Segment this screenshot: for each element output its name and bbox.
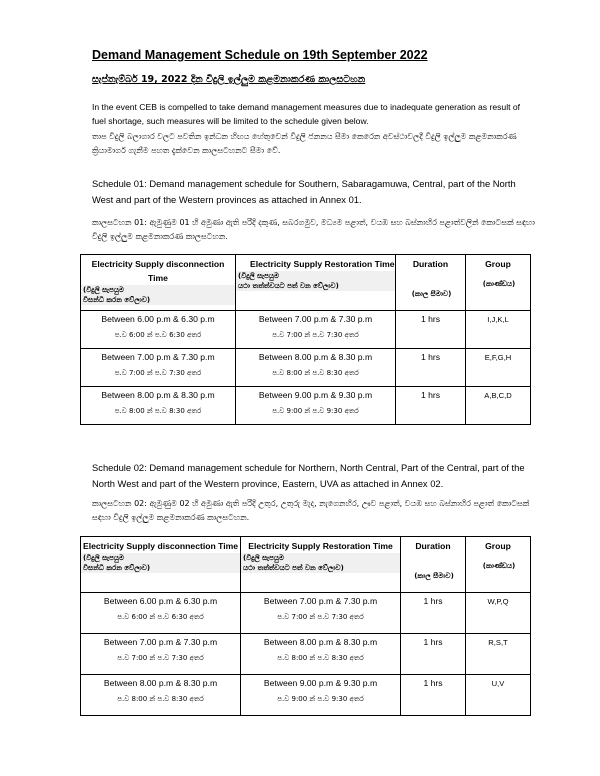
schedule2-heading-sinhala: කාලසටහන 02: ඇමුණුම 02 හි අමුණා ඇති පරිදි උතුර, උතුරු මැද, නැගෙනහිර, ඌව පළාත්, වයඹ සහ බස්නාහිර පළාත් කොටසක් සඳහා විදුලි ඉල්ලුම කළමනාකරණ කාලසටහන. [92,499,530,522]
header-duration [401,537,466,593]
disconnection-time: Between 8.00 p.m & 8.30 p.m [103,678,218,688]
table-row [81,349,531,387]
header-restoration-si-2: යථා තත්ත්වයට පත් වන වේලාව) [236,281,395,291]
schedule1-heading: Schedule 01: Demand management schedule for Southern, Sabaragamuwa, Central, part of the North West and part of the Western provinces as attached in Annex 01. [92,178,516,205]
restoration-time: Between 9.00 p.m & 9.30 p.m [258,390,373,400]
disconnection-time: Between 6.00 p.m & 6.30 p.m [101,314,215,324]
group-cell [466,634,531,675]
header-restoration-si-1: (විදුලි සැපයුම [236,271,395,281]
header-restoration-si-1: (විදුලි සැපයුම [241,553,400,563]
table-row [81,634,531,675]
header-disconnection-label: Electricity Supply disconnection Time [82,541,239,551]
table-header-row [81,537,531,593]
header-group-label: Group [485,259,511,269]
disconnection-cell [81,593,241,634]
header-restoration [236,255,396,311]
header-restoration [241,537,401,593]
restoration-time-si: ප.ව 8:00 න් ප.ව 8:30 අතර [272,369,359,377]
page-title: Demand Management Schedule on 19th September 2022 [92,48,428,62]
restoration-cell [241,675,401,716]
group-value: U,V [491,679,505,688]
header-group [466,537,531,593]
duration-value: 1 hrs [423,596,443,606]
restoration-time: Between 8.00 p.m & 8.30 p.m [263,637,378,647]
schedule1-table [80,254,531,425]
duration-cell [401,675,466,716]
disconnection-time: Between 7.00 p.m & 7.30 p.m [103,637,218,647]
duration-value: 1 hrs [423,678,443,688]
restoration-cell [241,593,401,634]
disconnection-time: Between 8.00 p.m & 8.30 p.m [101,390,215,400]
intro-sinhala: තාප විදුලි බලාගාර වලට පවතින ඉන්ධන හිඟය හේතුවෙන් විදුලි ජනනය සීමා කෙරෙන අවස්ථාවලදී විදුලි ඉල්ලුම කළමනාකරණ ක්‍රියාමාර්ග ගැනීම පහත දැක්වෙන කාලසටහනට සීමා වේ. [92,132,517,155]
header-restoration-label: Electricity Supply Restoration Time [250,259,395,269]
table-row [81,311,531,349]
disconnection-time-si: ප.ව 6:00 න් ප.ව 6:30 අතර [114,331,202,339]
disconnection-time-si: ප.ව 7:00 න් ප.ව 7:30 අතර [117,654,204,662]
restoration-time-si: ප.ව 9:00 න් ප.ව 9:30 අතර [277,695,364,703]
header-restoration-si-2: යථා තත්ත්වයට පත් වන වේලාව) [241,563,400,573]
header-duration-label: Duration [412,259,449,269]
restoration-time-si: ප.ව 9:00 න් ප.ව 9:30 අතර [272,407,359,415]
duration-cell [396,311,466,349]
header-group [466,255,531,311]
restoration-time-si: ප.ව 7:00 න් ප.ව 7:30 අතර [277,613,364,621]
page-subtitle-sinhala: සැප්තැම්බර් 19, 2022 දින විදුලි ඉල්ලුම කළමනාකරණ කාලසටහන [92,74,366,85]
header-duration-si: (කාල සීමාව) [411,290,452,298]
header-restoration-label: Electricity Supply Restoration Time [248,541,393,551]
table-row [81,387,531,425]
disconnection-time-si: ප.ව 6:00 න් ප.ව 6:30 අතර [117,613,204,621]
disconnection-time-si: ප.ව 7:00 න් ප.ව 7:30 අතර [114,369,202,377]
group-cell [466,593,531,634]
schedule2-heading: Schedule 02: Demand management schedule for Northern, North Central, Part of the Central, part of the North West and part of the Western province, Eastern, UVA as attached in Annex 02. [92,462,525,489]
duration-value: 1 hrs [420,352,441,362]
restoration-time: Between 8.00 p.m & 8.30 p.m [258,352,373,362]
group-value: I,J,K,L [487,315,509,324]
group-cell [466,311,531,349]
disconnection-time-si: ප.ව 8:00 න් ප.ව 8:30 අතර [117,695,204,703]
header-duration [396,255,466,311]
header-duration-si: (කාල සීමාව) [414,572,454,580]
group-value: R,S,T [488,638,508,647]
group-value: A,B,C,D [484,391,512,400]
restoration-cell [241,634,401,675]
header-disconnection [81,255,236,311]
header-group-si: (කාණ්ඩය) [482,562,516,570]
header-disconnection-si-2: විසන්ධි කරන වේලාව) [81,295,235,305]
disconnection-cell [81,311,236,349]
table-row [81,675,531,716]
group-value: E,F,G,H [484,353,512,362]
header-group-si: (කාණ්ඩය) [482,280,516,288]
table-header-row [81,255,531,311]
restoration-cell [236,349,396,387]
disconnection-time: Between 7.00 p.m & 7.30 p.m [101,352,215,362]
header-group-label: Group [485,541,511,551]
schedule2-table [80,536,531,716]
header-disconnection-si-1: (විදුලි සැපයුම [81,285,235,295]
disconnection-cell [81,349,236,387]
restoration-time-si: ප.ව 7:00 න් ප.ව 7:30 අතර [272,331,359,339]
disconnection-cell [81,387,236,425]
group-cell [466,675,531,716]
duration-value: 1 hrs [420,390,441,400]
disconnection-cell [81,675,241,716]
duration-cell [396,387,466,425]
duration-cell [401,634,466,675]
disconnection-time: Between 6.00 p.m & 6.30 p.m [103,596,218,606]
header-disconnection-si-1: (විදුලි සැපයුම [81,553,240,563]
header-disconnection-label: Electricity Supply disconnection Time [91,259,225,283]
disconnection-cell [81,634,241,675]
table-row [81,593,531,634]
schedule1-heading-sinhala: කාලසටහන 01: ඇමුණුම 01 හි අමුණා ඇති පරිදි දකුණ, සබරගමුව, මධ්‍යම පළාත්, වයඹ සහ බස්නාහිර පළාත්වලින් කොටසක් සඳහා විදුලි ඉල්ලුම කළමනාකරණ කාලසටහන. [92,218,535,241]
restoration-time: Between 7.00 p.m & 7.30 p.m [258,314,373,324]
group-value: W,P,Q [487,597,509,606]
restoration-time: Between 7.00 p.m & 7.30 p.m [263,596,378,606]
intro-english: In the event CEB is compelled to take demand management measures due to inadequate generation as result of fuel shortage, such measures will be limited to the schedule given below. [92,102,521,126]
disconnection-time-si: ප.ව 8:00 න් ප.ව 8:30 අතර [114,407,202,415]
header-duration-label: Duration [415,541,451,551]
duration-cell [396,349,466,387]
header-disconnection [81,537,241,593]
duration-cell [401,593,466,634]
duration-value: 1 hrs [420,314,441,324]
group-cell [466,387,531,425]
restoration-time-si: ප.ව 8:00 න් ප.ව 8:30 අතර [277,654,364,662]
duration-value: 1 hrs [423,637,443,647]
restoration-time: Between 9.00 p.m & 9.30 p.m [263,678,378,688]
restoration-cell [236,387,396,425]
group-cell [466,349,531,387]
header-disconnection-si-2: විසන්ධි කරන වේලාව) [81,563,240,573]
restoration-cell [236,311,396,349]
